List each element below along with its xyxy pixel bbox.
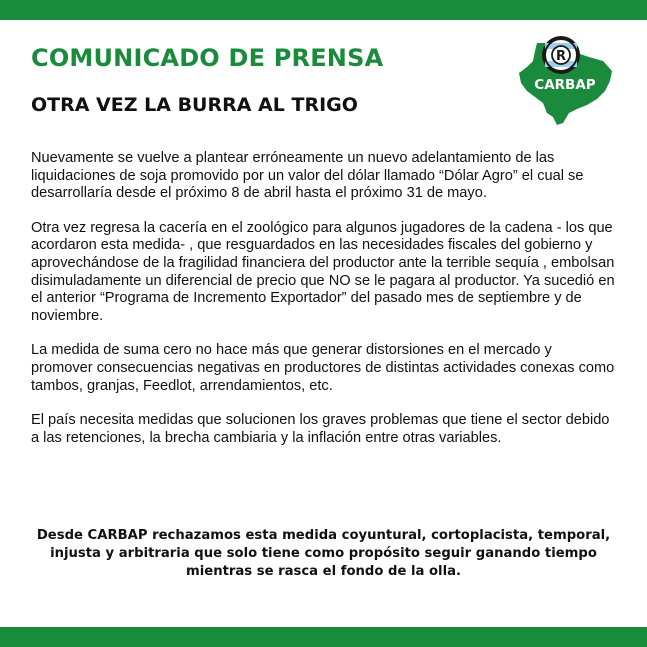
body-paragraph: Otra vez regresa la cacería en el zoológico para algunos jugadores de la cadena - los que acordaron esta medida- , que resguardados en las necesidades fiscales del gobierno y aprovechándose de la fragilidad financiera del productor ante la terrible sequía , embolsan disimuladamente un diferencial de precio que NO se le pagara al productor. Ya sucedió en el anterior “Programa de Incremento Exportador” del pasado mes de septiembre y de noviembre. <box>31 219 615 324</box>
body-paragraph: El país necesita medidas que solucionen los graves problemas que tiene el sector debido a las retenciones, la brecha cambiaria y la inflación entre otras variables. <box>31 412 610 446</box>
carbap-logo <box>517 33 615 127</box>
logo-letter: R <box>555 49 567 64</box>
body-paragraph: Nuevamente se vuelve a plantear erróneamente un nuevo adelantamiento de las liquidaciones de soja promovido por un valor del dólar llamado “Dólar Agro” el cual se desarrollaría desde el próximo 8 de abril hasta el próximo 31 de mayo. <box>31 150 584 202</box>
logo-name: CARBAP <box>534 77 596 93</box>
page-subtitle: OTRA VEZ LA BURRA AL TRIGO <box>31 94 358 116</box>
carbap-logo-graphic <box>517 33 615 127</box>
press-release-body <box>31 150 616 464</box>
closing-statement: Desde CARBAP rechazamos esta medida coyuntural, cortoplacista, temporal, injusta y arbitraria que solo tiene como propósito seguir ganando tiempo mientras se rasca el fondo de la olla. <box>36 528 611 579</box>
bottom-green-bar <box>0 627 647 647</box>
top-green-bar <box>0 0 647 20</box>
body-paragraph: La medida de suma cero no hace más que generar distorsiones en el mercado y promover consecuencias negativas en productores de distintas actividades conexas como tambos, granjas, Feedlot, arrendamientos, etc. <box>31 342 615 394</box>
page-title: COMUNICADO DE PRENSA <box>31 44 384 72</box>
